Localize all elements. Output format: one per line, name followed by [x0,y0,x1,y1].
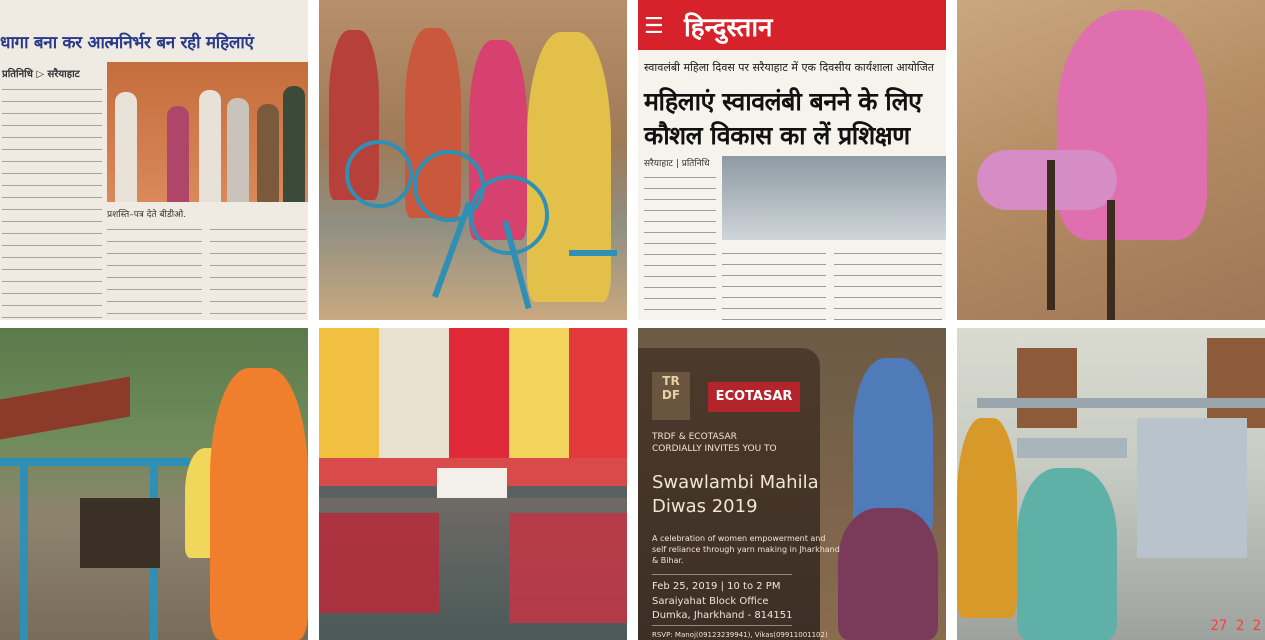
invitation-card [638,348,840,640]
machine-rail [977,398,1265,408]
woman-figure [838,508,938,640]
newspaper-masthead [638,0,946,50]
loom-and-child-photo [0,328,308,640]
cocoon-tray [80,498,160,568]
clipping-headline: धागा बना कर आत्मनिर्भर बन रही महिलाएं [0,33,254,53]
reeling-machine [1017,438,1127,458]
photo-date-stamp: 27 2 2 [1210,618,1261,634]
event-description: A celebration of women empowerment and [652,534,826,543]
clipping-text-column [2,82,102,320]
divider [652,574,792,575]
event-description: & Bihar. [652,556,684,565]
clipping-caption: प्रशस्ति–पत्र देते बीडीओ. [107,210,187,220]
woman-figure [957,418,1017,618]
invite-org: TRDF & ECOTASAR [652,432,737,442]
window [1017,348,1077,428]
tent-stripe [509,328,569,458]
event-description: self reliance through yarn making in Jharkhand [652,545,840,554]
loom-frame [0,458,190,466]
wooden-frame [1047,160,1055,310]
event-venue: Dumka, Jharkhand - 814151 [652,610,793,621]
window [1207,338,1265,428]
newspaper-dateline: सरैयाहाट | प्रतिनिधि [644,159,710,169]
newspaper-text-column [644,170,716,320]
newspaper-headline-line2: कौशल विकास का लें प्रशिक्षण [644,121,910,150]
chairs-left [319,513,439,613]
hindustan-newspaper-photo [638,0,946,320]
newspaper-text-column [834,246,942,320]
tent-stripe [319,328,379,458]
newspaper-clipping-photo [0,0,308,320]
woman-working-photo [957,0,1265,320]
woman-figure [527,32,611,302]
trdf-logo: TR DF [652,372,690,420]
event-title-line2: Diwas 2019 [652,496,758,517]
loom-frame [20,466,28,640]
clipping-photo [107,62,308,202]
invitation-poster-photo [638,328,946,640]
tent-stripe [379,328,449,458]
woman-figure [1017,468,1117,640]
event-tent-photo [319,328,627,640]
woman-figure [210,368,308,640]
tent-stripe [449,328,509,458]
event-title-line1: Swawlambi Mahila [652,472,819,493]
invite-line: CORDIALLY INVITES YOU TO [652,444,777,454]
reeling-machine [1137,418,1247,558]
wooden-frame [1107,200,1115,320]
event-datetime: Feb 25, 2019 | 10 to 2 PM [652,581,781,592]
newspaper-headline-line1: महिलाएं स्वावलंबी बनने के लिए [644,87,922,116]
divider [652,625,792,626]
loom-frame [0,377,130,440]
clipping-byline: प्रतिनिधि ▷ सरैयाहाट [2,69,80,80]
ecotasar-logo: ECOTASAR [708,382,800,412]
newspaper-photo [722,156,946,240]
tent-stripe [569,328,627,458]
charkha-frame [569,250,617,256]
newspaper-text-column [722,246,826,320]
clipping-text-column [210,222,306,320]
newspaper-subheadline: स्वावलंबी महिला दिवस पर सरैयाहाट में एक दिवसीय कार्यशाला आयोजित [644,61,935,74]
chairs-right [509,513,627,623]
clipping-text-column [107,222,202,320]
menu-icon: ☰ [644,14,664,39]
reeling-machine-photo [957,328,1265,640]
women-spinning-photo [319,0,627,320]
event-rsvp: RSVP: Manoj(09123239941), Vikas(09911001102) [652,631,828,639]
masthead-title: हिन्दुस्तान [684,13,773,43]
charkha-wheel [345,140,413,208]
event-venue: Saraiyahat Block Office [652,596,769,607]
